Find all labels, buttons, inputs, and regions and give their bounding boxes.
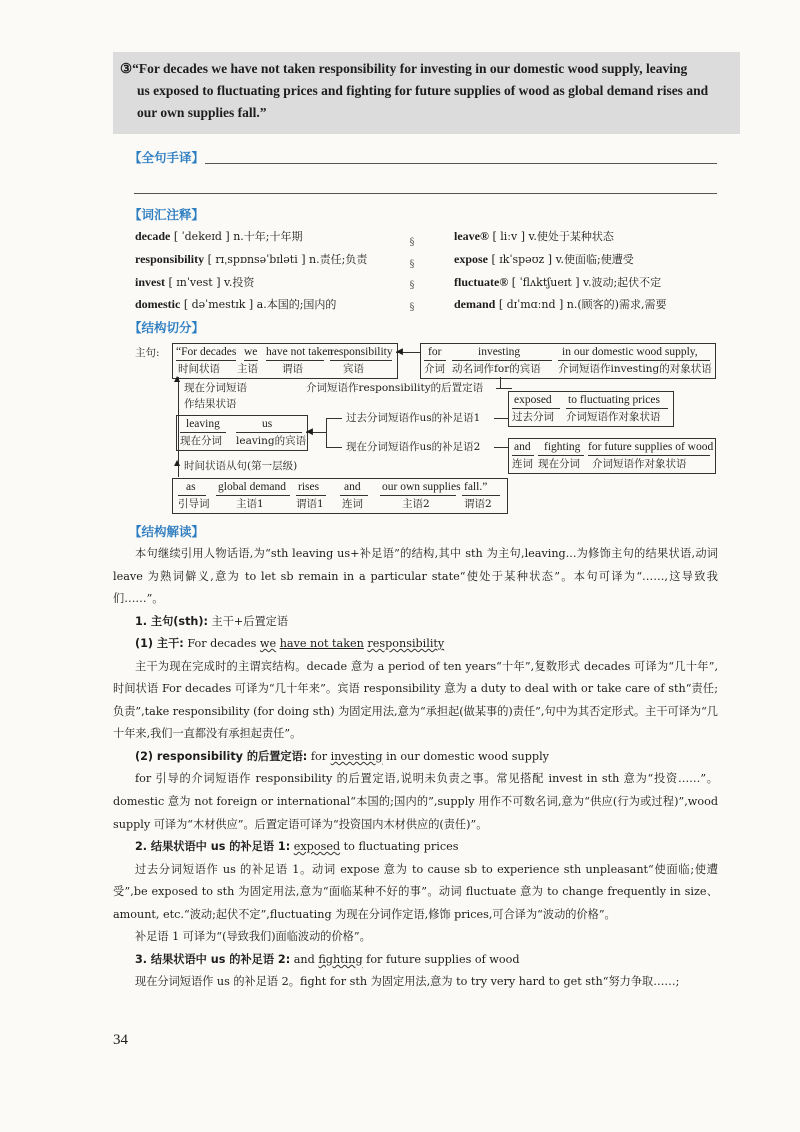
- vocab-definition: [ liːv ] v.使处于某种状态: [488, 230, 614, 243]
- example-key: investing: [330, 749, 383, 763]
- underline: [558, 360, 710, 361]
- translation-heading: 【全句手译】: [129, 150, 205, 165]
- tag-present-participle: 现在分词: [180, 435, 222, 447]
- underline: [330, 360, 392, 361]
- example-text: for: [307, 749, 331, 763]
- structure-heading: 【结构切分】: [129, 320, 205, 335]
- note-participle-phrase: 现在分词短语: [184, 382, 247, 394]
- word-exposed: exposed: [514, 394, 552, 406]
- quote-line-1: ③“For decades we have not taken responsibility for investing in our domestic wood supply, leaving: [120, 61, 688, 76]
- analysis-heading: 【结构解读】: [129, 524, 205, 539]
- example-text: For decades: [183, 637, 260, 651]
- word-responsibility: responsibility: [330, 346, 393, 358]
- word-us: us: [262, 418, 273, 430]
- note-result-adverbial: 作结果状语: [184, 398, 237, 410]
- heading-example: [290, 840, 458, 853]
- heading-example: [184, 637, 444, 650]
- word-rises: rises: [298, 481, 320, 493]
- vocab-definition: [ ˈflʌktʃueɪt ] v.波动;起伏不定: [508, 276, 662, 289]
- underline: [180, 432, 226, 433]
- heading-main-clause: [113, 611, 718, 634]
- vocab-word: invest: [135, 275, 165, 289]
- underline: [512, 455, 534, 456]
- example-subject: we: [259, 637, 277, 651]
- connector-bracket: [326, 447, 342, 448]
- vocab-definition: [ dɪˈmɑːnd ] n.(顾客的)需求,需要: [495, 298, 667, 311]
- word-our-own-supplies: our own supplies: [382, 481, 461, 493]
- example-text: and: [290, 952, 319, 966]
- underline: [236, 432, 302, 433]
- tag-subject: 主语: [237, 363, 258, 375]
- intro-paragraph: 本句继续引用人物话语,为“sth leaving us+补足语”的结构,其中 sth 为主句,leaving...为修饰主句的结果状语,动词 leave 为熟词僻义,意为 to let sb remain in a particular state“使处于某种状态”。本句可译为“……,这导致我们……”。: [113, 547, 718, 606]
- tag-predicate-1: 谓语1: [296, 498, 324, 510]
- label-complement-1: 过去分词短语作us的补足语1: [346, 412, 481, 424]
- vocab-definition: [ ɪnˈvest ] v.投资: [165, 276, 255, 289]
- tag-past-participle: 过去分词: [512, 411, 554, 423]
- underline: [380, 495, 456, 496]
- word-leaving: leaving: [186, 418, 220, 430]
- tag-conjunction: 连词: [512, 458, 533, 470]
- tag-gerund-object: 动名词作for的宾语: [452, 363, 541, 375]
- word-in-our-domestic-wood-supply: in our domestic wood supply,: [562, 346, 698, 358]
- arrow-up-icon: ▲: [174, 374, 181, 383]
- underline: [216, 495, 290, 496]
- connector-bracket: [326, 418, 327, 448]
- vocab-word: decade: [135, 229, 171, 243]
- underline: [462, 495, 500, 496]
- heading-text: (1) 主干:: [135, 637, 184, 651]
- vocab-definition: [ dəˈmestɪk ] a.本国的;国内的: [180, 298, 337, 311]
- example-predicate: have not taken: [279, 637, 364, 651]
- word-for: for: [428, 346, 442, 358]
- underline: [244, 360, 258, 361]
- chain-link-icon: §: [409, 237, 415, 248]
- tag-conjunction: 连词: [342, 498, 363, 510]
- vocab-word: responsibility: [135, 252, 205, 266]
- vocab-heading: 【词汇注释】: [129, 207, 205, 222]
- vocab-definition: [ rɪˌspɒnsəˈbɪləti ] n.责任;负责: [204, 253, 368, 266]
- chain-link-icon: §: [409, 301, 415, 313]
- label-time-clause: 时间状语从句(第一层级): [184, 460, 298, 472]
- underline: [452, 360, 552, 361]
- word-and: and: [344, 481, 361, 493]
- main-clause-label: 主句:: [135, 347, 160, 359]
- underline: [588, 455, 710, 456]
- word-as: as: [186, 481, 196, 493]
- tag-object: 宾语: [343, 363, 364, 375]
- connector-bracket: [326, 418, 342, 419]
- arrow-head-left-icon: ◀: [306, 427, 313, 437]
- paragraph-complement-2: 现在分词短语作 us 的补足语 2。fight for sth 为固定用法,意为 to try very hard to get sth“努力争取……;: [135, 975, 680, 989]
- page-number: 34: [113, 1032, 128, 1048]
- word-have-not-taken: have not taken: [266, 346, 334, 358]
- word-and: and: [514, 441, 531, 453]
- word-for-future-supplies-of-wood: for future supplies of wood: [588, 441, 714, 453]
- connector: [494, 447, 508, 448]
- chain-link-icon: §: [409, 258, 415, 270]
- tag-leaving-object: leaving的宾语: [236, 435, 307, 447]
- connector: [496, 388, 512, 389]
- heading-complement-1: [113, 836, 718, 859]
- heading-example: [290, 953, 519, 966]
- tag-predicate-2: 谓语2: [464, 498, 492, 510]
- heading-postmodifier: [113, 746, 718, 769]
- quote-line-rest: us exposed to fluctuating prices and fighting for future supplies of wood as global demand rises and our own supplies fall.”: [137, 83, 709, 120]
- heading-text: 3. 结果状语中 us 的补足语 2:: [135, 952, 291, 966]
- tag-object-adverbial: 介词短语作对象状语: [566, 411, 661, 423]
- vocab-word: fluctuate®: [454, 275, 509, 289]
- vocab-word: domestic: [135, 297, 181, 311]
- tag-subject-1: 主语1: [236, 498, 264, 510]
- paragraph-trunk: 主干为现在完成时的主谓宾结构。decade 意为 a period of ten years“十年”,复数形式 decades 可译为“几十年”,时间状语 For decades 可译为“几十年来”。宾语 responsibility 意为 a duty to deal with or take care of sth“责任;负责”,take responsibility (for doing sth) 为固定用法,意为“承担起(做某事的)责任”,句中为其否定形式。主干可译为“几十年来,我们一直都没有承担起责任”。: [113, 659, 718, 741]
- tag-prep-phrase-adverbial: 介词短语作investing的对象状语: [558, 363, 712, 375]
- tag-subject-2: 主语2: [402, 498, 430, 510]
- paragraph-complement-1: 过去分词短语作 us 的补足语 1。动词 expose 意为 to cause sb to experience sth unpleasant“使面临;使遭受”,be exposed to sth 为固定用法,意为“面临某种不好的事”。动词 fluctuate 意为 to change frequently in size、amount, etc.“波动;起伏不定”,fluctuating 为现在分词作定语,修饰 prices,可合译为“波动的价格”。: [113, 862, 718, 921]
- heading-text: (2) responsibility 的后置定语:: [135, 749, 308, 763]
- tag-present-participle: 现在分词: [538, 458, 580, 470]
- connector: [500, 377, 501, 388]
- analysis-body: [113, 543, 718, 994]
- label-complement-2: 现在分词短语作us的补足语2: [346, 441, 481, 453]
- vocab-definition: [ ˈdekeɪd ] n.十年;十年期: [170, 230, 303, 243]
- example-object: responsibility: [367, 637, 445, 651]
- underline: [176, 360, 236, 361]
- chain-link-icon: §: [409, 280, 415, 291]
- underline: [512, 408, 560, 409]
- underline: [296, 495, 326, 496]
- tag-preposition: 介词: [424, 363, 445, 375]
- word-we: we: [244, 346, 258, 358]
- underline: [424, 360, 446, 361]
- word-fall: fall.”: [464, 481, 488, 493]
- tag-introducer: 引导词: [178, 498, 210, 510]
- word-fighting: fighting: [544, 441, 581, 453]
- vocab-word: expose: [454, 252, 488, 266]
- word-investing: investing: [478, 346, 521, 358]
- vocab-word: leave®: [454, 229, 489, 243]
- word-for-decades: “For decades: [176, 346, 237, 358]
- example-key: exposed: [293, 840, 341, 854]
- heading-trunk: [113, 633, 718, 656]
- heading-example: [307, 750, 549, 763]
- heading-text: 1. 主句(sth):: [135, 614, 208, 628]
- heading-rest: 主干+后置定语: [207, 614, 289, 628]
- example-key: fighting: [318, 952, 363, 966]
- underline: [266, 360, 324, 361]
- word-global-demand: global demand: [218, 481, 287, 493]
- example-text: to fluctuating prices: [340, 840, 459, 854]
- word-to-fluctuating-prices: to fluctuating prices: [568, 394, 660, 406]
- paragraph-complement-1-translation: 补足语 1 可译为“(导致我们)面临波动的价格”。: [135, 930, 371, 944]
- vocab-word: demand: [454, 297, 496, 311]
- connector: [494, 418, 508, 419]
- underline: [566, 408, 668, 409]
- underline: [178, 495, 206, 496]
- underline: [538, 455, 584, 456]
- tag-object-adverbial: 介词短语作对象状语: [592, 458, 687, 470]
- arrow-head-left-icon: ◀: [396, 347, 403, 357]
- underline: [340, 495, 368, 496]
- tag-predicate: 谓语: [282, 363, 303, 375]
- arrow-up-icon: ▲: [174, 458, 181, 467]
- note-postmodifier: 介词短语作responsibility的后置定语: [306, 382, 484, 394]
- tag-time-adverbial: 时间状语: [178, 363, 220, 375]
- example-text: in our domestic wood supply: [382, 749, 549, 763]
- heading-text: 2. 结果状语中 us 的补足语 1:: [135, 840, 291, 854]
- vocab-definition: [ ɪkˈspəʊz ] v.使面临;使遭受: [488, 253, 634, 266]
- heading-complement-2: [113, 949, 718, 972]
- example-text: for future supplies of wood: [362, 952, 520, 966]
- paragraph-postmodifier: for 引导的介词短语作 responsibility 的后置定语,说明未负责之事。常见搭配 invest in sth 意为“投资……”。domestic 意为 not foreign or international“本国的;国内的”,supply 用作不可数名词,意为“供应(行为或过程)”,wood supply 可译为“木材供应”。后置定语可译为“投资国内木材供应的(责任)”。: [113, 772, 718, 831]
